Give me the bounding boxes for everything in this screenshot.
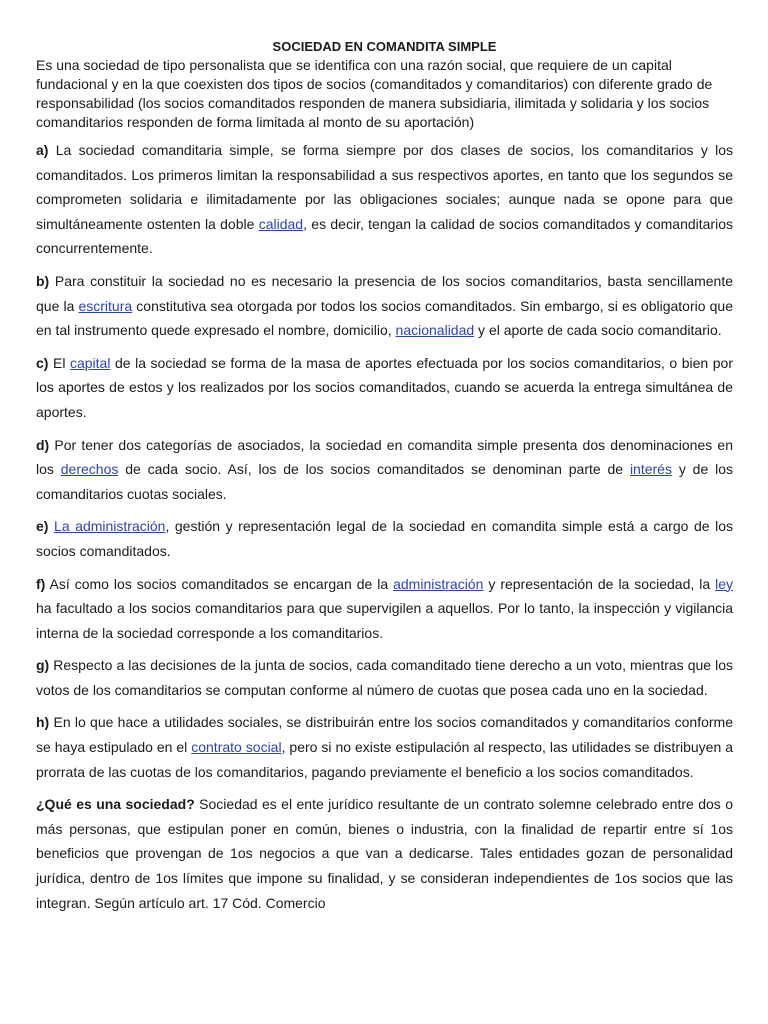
paragraph-g xyxy=(36,653,733,702)
closing-paragraph xyxy=(36,792,733,915)
paragraph-f-text-1: Así como los socios comanditados se encargan de la xyxy=(49,575,394,592)
item-label-d: d) xyxy=(36,436,50,453)
closing-text: Sociedad es el ente jurídico resultante de un contrato solemne celebrado entre dos o más personas, que estipulan poner en común, bienes o industria, con la finalidad de repartir entre sí 1os beneficios que provengan de 1os negocios a que van a dedicarse. Tales entidades gozan de personalidad jurídica, dentro de 1os límites que impone su finalidad, y se consideran independientes de 1os socios que las integran. Según artículo art. 17 Cód. Comercio xyxy=(36,796,733,911)
link-contrato-social[interactable]: contrato social xyxy=(191,739,282,756)
intro-paragraph: Es una sociedad de tipo personalista que se identifica con una razón social, que requiere de un capital fundacional y en la que coexisten dos tipos de socios (comanditados y comanditarios) con diferente grado de responsabilidad (los socios comanditados responden de manera subsidiaria, ilimitada y solidaria y los socios comanditarios responden de forma limitada al monto de su aportación) xyxy=(36,57,713,130)
paragraph-h xyxy=(36,710,733,784)
item-label-f: f) xyxy=(36,575,46,592)
paragraph-e-text-1: , gestión y representación legal de la sociedad en comandita simple está a cargo de los socios comanditados. xyxy=(36,518,733,559)
paragraph-d-text-3: y de los comanditarios cuotas sociales. xyxy=(36,461,734,502)
paragraph-h-text-1: En lo que hace a utilidades sociales, se distribuirán entre los socios comanditados y comanditarios conforme se haya estipulado en el xyxy=(36,714,733,756)
paragraph-b-text-2: constitutiva sea otorgada por todos los socios comanditados. Sin embargo, si es obligatorio que en tal instrumento quede expresado el nombre, domicilio, xyxy=(36,297,733,339)
paragraph-c-text-1: El xyxy=(53,354,70,371)
link-ley[interactable]: ley xyxy=(715,575,733,592)
paragraph-a-text-1: La sociedad comanditaria simple, se forma siempre por dos clases de socios, los comanditarios y los comanditados. Los primeros limitan la responsabilidad a sus respectivos aportes, en tanto que los segundos se comprometen solidaria e ilimitadamente por las obligaciones sociales; aunque nada se opone para que simultáneamente ostenten la doble xyxy=(36,142,733,232)
closing-question: ¿Qué es una sociedad? xyxy=(36,796,195,813)
document-title: SOCIEDAD EN COMANDITA SIMPLE xyxy=(272,39,497,54)
item-label-h: h) xyxy=(36,714,50,731)
paragraph-d-text-1: Por tener dos categorías de asociados, la sociedad en comandita simple presenta dos denominaciones en los xyxy=(36,436,733,478)
paragraph-a-text-2: , es decir, tengan la calidad de socios comanditados y comanditarios concurrentemente. xyxy=(36,215,733,257)
link-nacionalidad[interactable]: nacionalidad xyxy=(395,322,475,339)
paragraph-c-text-2: de la sociedad se forma de la masa de aportes efectuada por los socios comanditarios, o bien por los aportes de estos y los realizados por los socios comanditados, cuando se acuerda la entrega simultánea de aportes. xyxy=(36,354,733,420)
paragraph-g-text-1: Respecto a las decisiones de la junta de socios, cada comanditado tiene derecho a un voto, mientras que los votos de los comanditarios se computan conforme al número de cuotas que posea cada uno en la sociedad. xyxy=(36,657,734,698)
paragraph-c xyxy=(36,351,733,425)
paragraph-b-text-3: y el aporte de cada socio comanditario. xyxy=(474,322,722,339)
paragraph-a xyxy=(36,138,733,261)
link-escritura[interactable]: escritura xyxy=(78,297,133,314)
paragraph-d xyxy=(36,433,733,507)
link-derechos[interactable]: derechos xyxy=(60,461,119,478)
paragraph-e xyxy=(36,514,733,563)
link-interes[interactable]: interés xyxy=(629,461,672,478)
paragraph-d-text-2: de cada socio. Así, los de los socios comanditados se denominan parte de xyxy=(118,461,630,478)
item-label-c: c) xyxy=(36,354,49,371)
paragraph-b xyxy=(36,269,733,343)
item-label-g: g) xyxy=(36,657,50,674)
link-calidad[interactable]: calidad xyxy=(258,215,304,232)
paragraph-h-text-2: , pero si no existe estipulación al respecto, las utilidades se distribuyen a prorrata de las cuotas de los comanditarios, pagando previamente el beneficio a los socios comanditados. xyxy=(36,739,733,780)
link-la-administracion[interactable]: La administración xyxy=(54,518,166,535)
link-administracion[interactable]: administración xyxy=(393,575,484,592)
item-label-a: a) xyxy=(36,142,49,158)
paragraph-f-text-3: ha facultado a los socios comanditarios para que supervigilen a aquellos. Por lo tanto, la inspección y vigilancia interna de la sociedad corresponde a los comanditarios. xyxy=(36,600,733,641)
paragraph-f xyxy=(36,572,733,646)
paragraph-f-text-2: y representación de la sociedad, la xyxy=(483,575,716,592)
paragraph-b-text-1: Para constituir la sociedad no es necesario la presencia de los socios comanditarios, basta sencillamente que la xyxy=(36,272,734,314)
item-label-b: b) xyxy=(36,272,50,289)
link-capital[interactable]: capital xyxy=(69,354,111,371)
item-label-e: e) xyxy=(36,518,49,535)
